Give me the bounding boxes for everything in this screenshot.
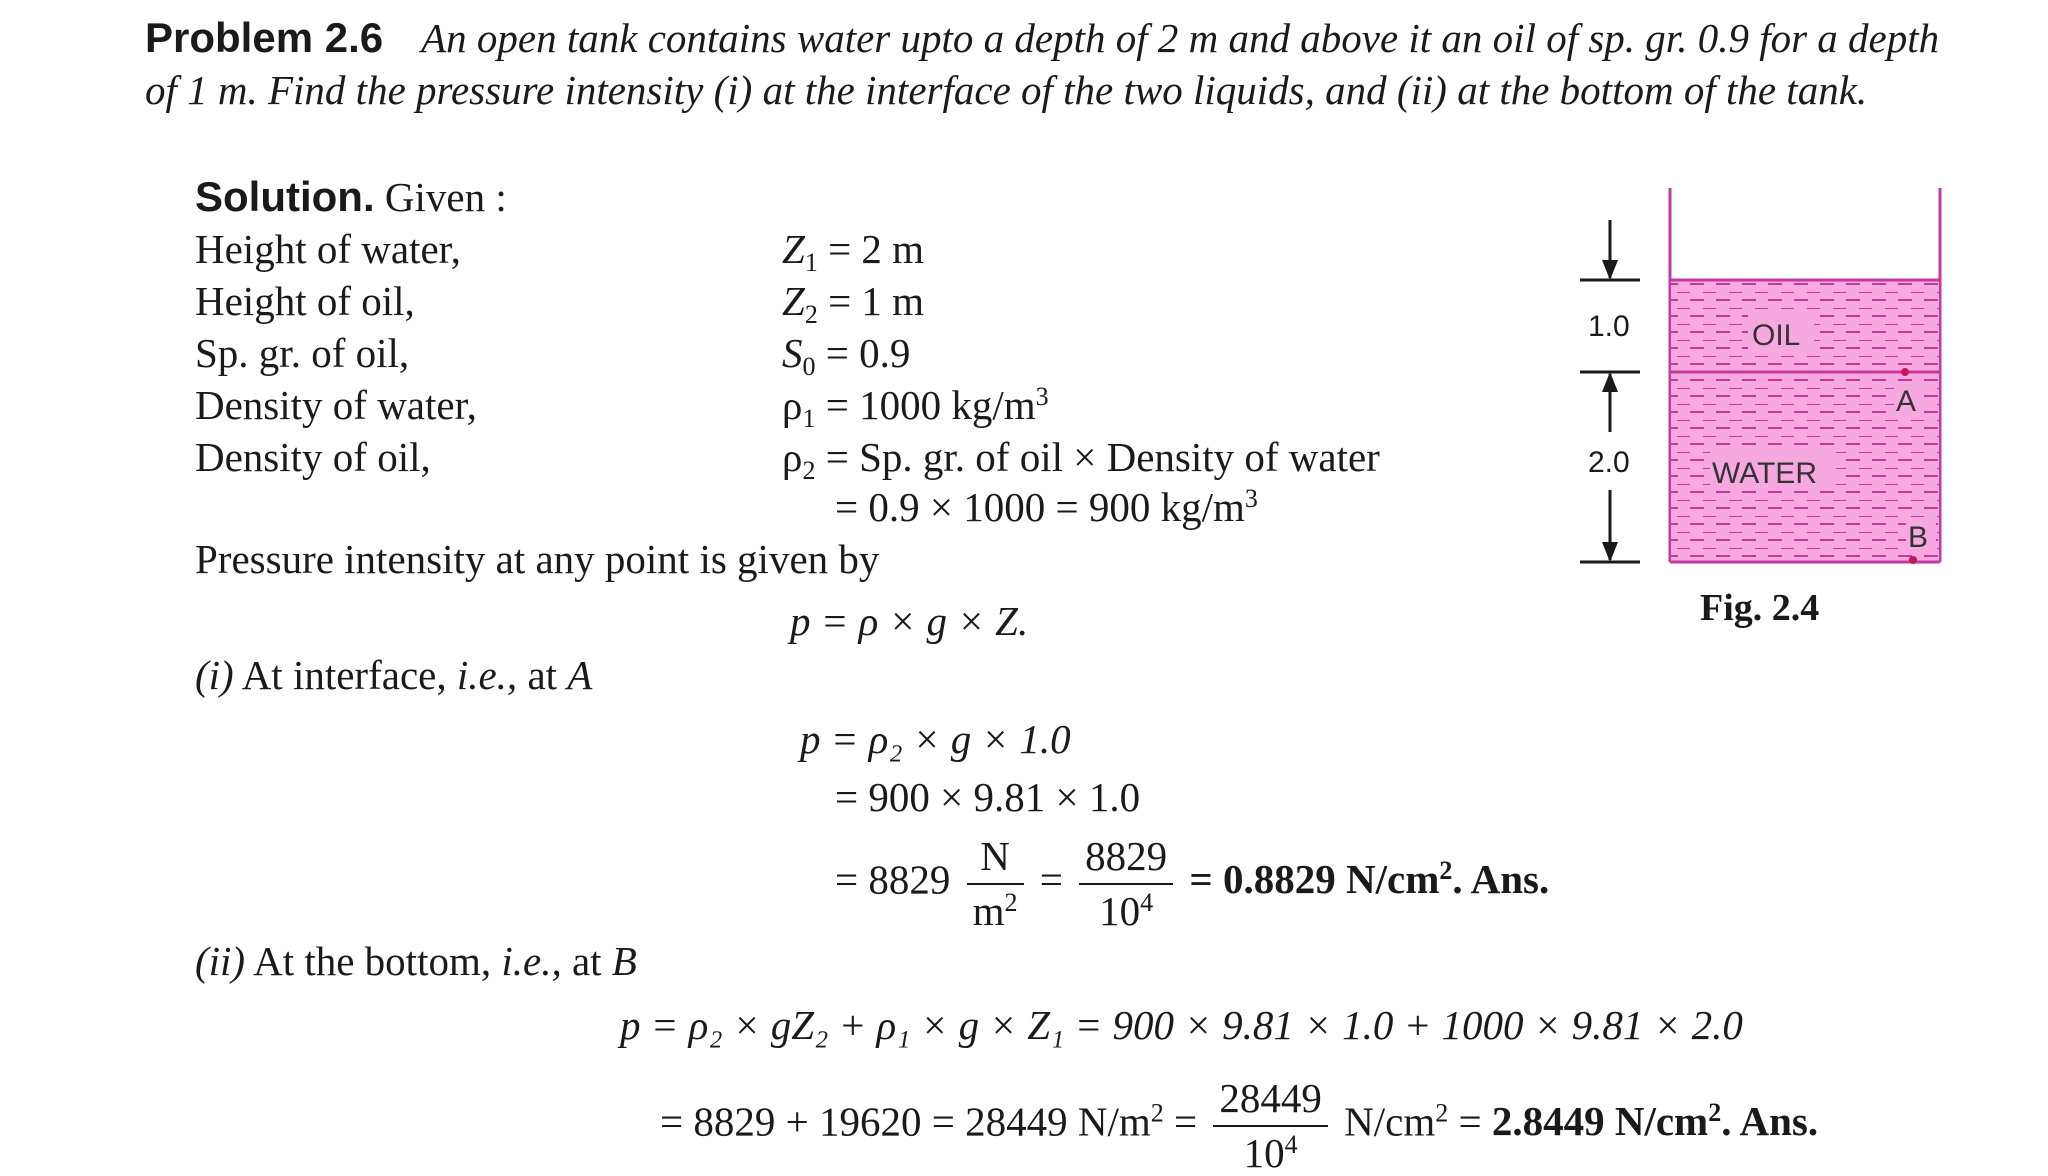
problem-label: Problem 2.6 (145, 14, 384, 61)
problem-statement (145, 12, 1975, 116)
subscript: 2 (802, 456, 816, 485)
part-text: At interface, (241, 652, 447, 698)
den-base: 10 (1099, 888, 1141, 934)
numerator: N (967, 836, 1024, 885)
given-label-oil-density: Density of oil, (195, 434, 431, 480)
symbol: ρ (782, 382, 803, 428)
dim-oil-label: 1.0 (1588, 310, 1630, 343)
pressure-intro: Pressure intensity at any point is given by (195, 536, 880, 582)
part-label: (ii) (195, 938, 246, 984)
part-ii-line2 (660, 1075, 1819, 1176)
symbol: Z (782, 278, 805, 324)
part-label: (i) (195, 652, 234, 698)
superscript: 2 (1708, 1098, 1722, 1128)
ie-text: i.e., (456, 652, 518, 698)
value: = 0.9 × 1000 = 900 kg/m (835, 484, 1245, 530)
tank-figure (1560, 180, 1980, 580)
value: = 2 m (828, 226, 925, 272)
part-ii-line1: p = ρ₂ × gZ₂ + ρ₁ × g × Z₁ = 900 × 9.81 × 1.0 + 1000 × 9.81 × 2.0 (620, 1002, 1743, 1048)
part-i-line1: p = ρ₂ × g × 1.0 (800, 716, 1071, 762)
superscript: 2 (1439, 856, 1453, 886)
oil-label: OIL (1752, 319, 1801, 352)
answer-value: = 0.8829 N/cm (1189, 856, 1440, 903)
point-a-label: A (1896, 385, 1917, 418)
subscript: 1 (802, 404, 816, 433)
value: = Sp. gr. of oil × Density of water (825, 434, 1380, 480)
subscript: 1 (804, 248, 818, 277)
superscript: 3 (1035, 382, 1049, 411)
given-label-oil-height: Height of oil, (195, 278, 415, 324)
den-base: 10 (1243, 1130, 1285, 1176)
symbol: Z (782, 226, 805, 272)
at-text: at (527, 652, 558, 698)
part-i-heading (195, 650, 592, 700)
equals: = (1039, 856, 1063, 903)
subscript: 2 (804, 300, 818, 329)
given-label-sp-gr: Sp. gr. of oil, (195, 330, 410, 376)
point-b-label: B (1908, 521, 1929, 554)
denominator (1079, 885, 1173, 932)
value: = 8829 (835, 856, 951, 903)
answer-value: 2.8449 N/cm (1491, 1098, 1709, 1145)
unit: N/cm (1344, 1098, 1436, 1145)
ie-text: i.e., (501, 938, 562, 984)
ans-label: . Ans. (1452, 856, 1550, 903)
numerator: 28449 (1213, 1078, 1328, 1127)
part-i-line3 (835, 833, 1550, 934)
point-a-dot (1901, 368, 1909, 376)
point-label: A (567, 652, 593, 698)
superscript: 2 (1435, 1098, 1449, 1128)
solution-heading: Solution. (195, 173, 375, 220)
equals: = (1174, 1098, 1198, 1145)
given-label-water-height: Height of water, (195, 226, 461, 272)
given-value-sp-gr (782, 328, 911, 381)
dim-water-label: 2.0 (1588, 446, 1630, 479)
figure-caption: Fig. 2.4 (1700, 587, 1820, 629)
point-b-dot (1909, 556, 1917, 564)
given-value-oil-height (782, 276, 925, 329)
fraction-n-per-m2 (967, 833, 1024, 934)
at-text: at (571, 938, 602, 984)
part-ii-heading (195, 936, 637, 986)
value: = 1 m (828, 278, 925, 324)
dim-arrow-mid-head (1602, 372, 1618, 392)
answer-i (1189, 856, 1549, 902)
superscript: 3 (1244, 484, 1258, 513)
subscript: 0 (802, 352, 816, 381)
denominator (967, 885, 1024, 932)
given-label-water-density: Density of water, (195, 382, 477, 428)
dim-arrow-top-head (1602, 260, 1618, 280)
fraction-8829 (1079, 833, 1173, 934)
oil-density-continuation (835, 482, 1258, 532)
point-label: B (611, 938, 637, 984)
given-value-oil-density (782, 432, 1380, 485)
superscript: 2 (1150, 1098, 1164, 1128)
part-i-line2: = 900 × 9.81 × 1.0 (835, 774, 1141, 820)
symbol: ρ (782, 434, 803, 480)
pressure-formula: p = ρ × g × Z. (790, 598, 1029, 644)
superscript: 4 (1140, 888, 1154, 917)
den-base: m (972, 888, 1005, 934)
value: = 8829 + 19620 = 28449 N/m (660, 1098, 1151, 1145)
water-label: WATER (1712, 457, 1817, 490)
dim-arrow-bottom-head (1602, 542, 1618, 562)
superscript: 4 (1284, 1130, 1298, 1159)
given-value-water-density (782, 380, 1049, 433)
answer-ii (1492, 1098, 1818, 1144)
fraction-28449 (1213, 1075, 1328, 1176)
denominator (1213, 1127, 1328, 1174)
part-text: At the bottom, (253, 938, 492, 984)
solution-heading-line (195, 172, 507, 222)
value: = 0.9 (825, 330, 911, 376)
numerator: 8829 (1079, 836, 1173, 885)
symbol: S (782, 330, 803, 376)
given-value-water-height (782, 224, 925, 277)
given-label: Given : (384, 174, 507, 220)
problem-text: An open tank contains water upto a depth of 2 m and above it an oil of sp. gr. 0.9 for a depth of 1 m. Find the pressure intensity (i) at the interface of the two liquids, and (ii) at the bottom of the tank. (145, 15, 1940, 113)
ans-label: . Ans. (1721, 1098, 1819, 1145)
equals: = (1458, 1098, 1482, 1145)
value: = 1000 kg/m (825, 382, 1036, 428)
superscript: 2 (1004, 888, 1018, 917)
